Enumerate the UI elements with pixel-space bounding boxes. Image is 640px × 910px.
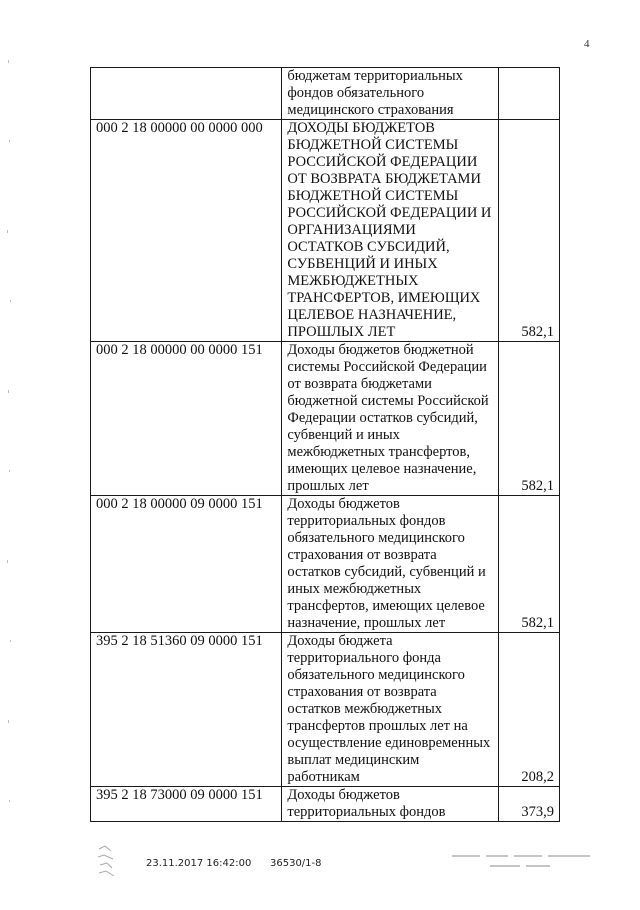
revenue-name-cell: Доходы бюджета территориального фонда обязательного медицинского страхования от возврата остатков межбюджетных трансфертов прошлых лет на осуществление единовременных выплат медицинским работникам bbox=[282, 633, 498, 787]
revenue-name-cell: Доходы бюджетов территориальных фондов bbox=[282, 787, 498, 822]
revenue-name-cell: Доходы бюджетов территориальных фондов обязательного медицинского страхования от возврата остатков субсидий, субвенций и иных межбюджетных трансфертов, имеющих целевое назначение, прошлых лет bbox=[282, 496, 498, 633]
footer-doc-number: 36530/1-8 bbox=[270, 858, 322, 869]
faint-signature-stamp bbox=[450, 850, 600, 872]
budget-code-cell bbox=[91, 68, 282, 120]
budget-code-cell: 000 2 18 00000 00 0000 000 bbox=[91, 120, 282, 342]
budget-code-cell: 395 2 18 51360 09 0000 151 bbox=[91, 633, 282, 787]
faint-stamp-mark bbox=[95, 843, 117, 879]
table-row bbox=[91, 496, 560, 633]
budget-code-cell: 000 2 18 00000 09 0000 151 bbox=[91, 496, 282, 633]
amount-cell: 582,1 bbox=[498, 496, 559, 633]
revenue-name-cell: Доходы бюджетов бюджетной системы Российской Федерации от возврата бюджетами бюджетной системы Российской Федерации остатков субсидий, субвенций и иных межбюджетных трансфертов, имеющих целевое назначение, прошлых лет bbox=[282, 342, 498, 496]
footer-datetime: 23.11.2017 16:42:00 bbox=[146, 858, 252, 869]
table-row bbox=[91, 68, 560, 120]
amount-cell: 582,1 bbox=[498, 120, 559, 342]
scan-margin-specks bbox=[2, 0, 16, 905]
revenue-name-cell: ДОХОДЫ БЮДЖЕТОВ БЮДЖЕТНОЙ СИСТЕМЫ РОССИЙСКОЙ ФЕДЕРАЦИИ ОТ ВОЗВРАТА БЮДЖЕТАМИ БЮДЖЕТНОЙ СИСТЕМЫ РОССИЙСКОЙ ФЕДЕРАЦИИ И ОРГАНИЗАЦИЯМИ ОСТАТКОВ СУБСИДИЙ, СУБВЕНЦИЙ И ИНЫХ МЕЖБЮДЖЕТНЫХ ТРАНСФЕРТОВ, ИМЕЮЩИХ ЦЕЛЕВОЕ НАЗНАЧЕНИЕ, ПРОШЛЫХ ЛЕТ bbox=[282, 120, 498, 342]
amount-cell: 373,9 bbox=[498, 787, 559, 822]
table-row bbox=[91, 342, 560, 496]
table-row bbox=[91, 120, 560, 342]
table-row bbox=[91, 787, 560, 822]
page-number: 4 bbox=[584, 38, 590, 50]
budget-revenue-table bbox=[90, 67, 560, 822]
budget-code-cell: 000 2 18 00000 00 0000 151 bbox=[91, 342, 282, 496]
amount-cell: 582,1 bbox=[498, 342, 559, 496]
amount-cell: 208,2 bbox=[498, 633, 559, 787]
revenue-name-cell: бюджетам территориальных фондов обязательного медицинского страхования bbox=[282, 68, 498, 120]
table-row bbox=[91, 633, 560, 787]
budget-code-cell: 395 2 18 73000 09 0000 151 bbox=[91, 787, 282, 822]
amount-cell bbox=[498, 68, 559, 120]
